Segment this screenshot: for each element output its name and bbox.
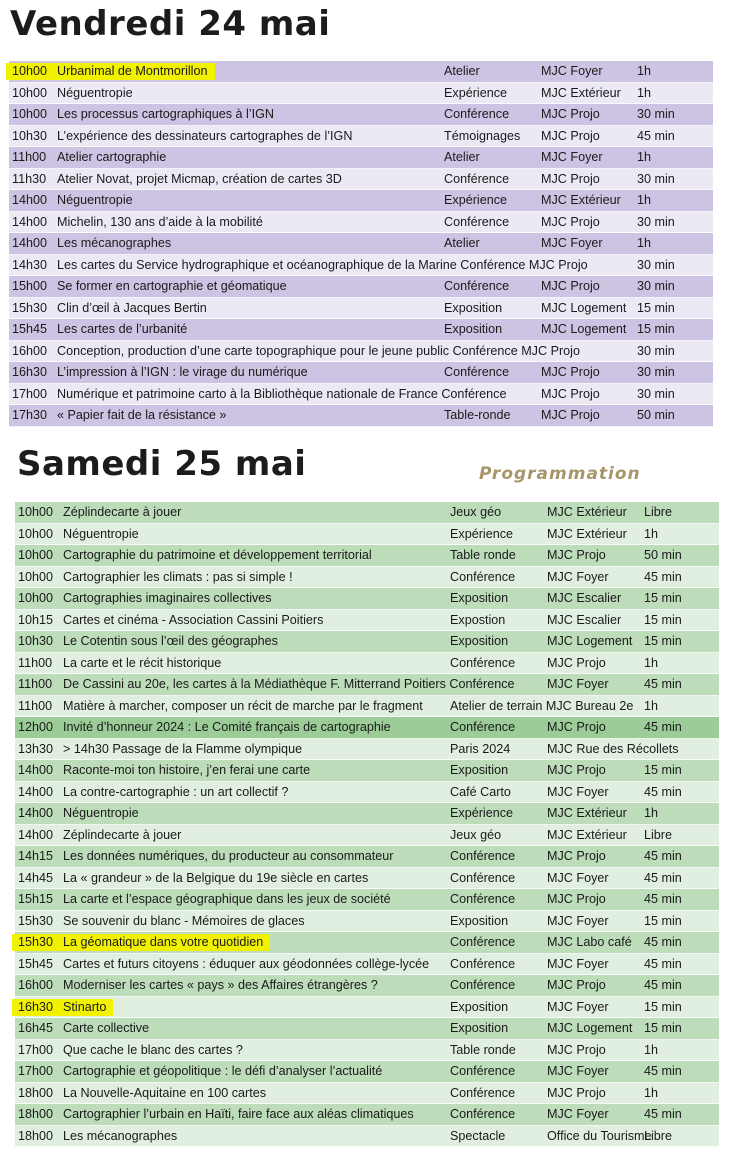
row-time: 14h00 [12,193,48,207]
row-location: MJC Projo [547,1085,606,1100]
row-title: Cartographier les climats : pas si simple ! [63,569,293,584]
schedule-row [9,255,713,277]
row-time: 10h00 [12,107,48,121]
row-time: 15h30 [18,935,54,949]
schedule-row [9,276,713,298]
row-location: MJC Logement [541,300,627,315]
row-duration: Libre [644,505,673,519]
row-time: 16h30 [12,365,48,379]
row-type: Conférence [450,655,516,670]
row-time: 18h00 [18,1128,54,1143]
row-title: Cartographie du patrimoine et développement territorial [63,548,372,562]
schedule-row [15,1126,719,1148]
row-type: Conférence [450,978,516,992]
row-time: 13h30 [18,741,54,756]
row-duration: 45 min [644,1064,682,1078]
schedule-row [9,212,713,234]
row-duration: 1h [644,1085,659,1100]
programmation-label: Programmation [479,464,641,484]
row-type: Exposition [450,634,509,648]
row-duration: 45 min [644,935,682,949]
row-time: 16h00 [12,343,48,358]
row-time: 14h00 [18,763,54,777]
row-title: Néguentropie [57,85,133,100]
row-title: Atelier cartographie [57,150,167,164]
row-time: 16h45 [18,1021,54,1035]
row-title: Se former en cartographie et géomatique [57,279,287,293]
row-type: Exposition [450,1021,509,1035]
row-location: MJC Foyer [547,870,609,885]
row-title: La carte et le récit historique [63,655,222,670]
row-duration: 15 min [644,634,682,648]
row-type: Atelier de terrain MJC Bureau 2e [450,698,634,713]
row-location: MJC Escalier [547,591,622,605]
row-location: MJC Extérieur [547,505,627,519]
schedule-row [9,169,713,191]
schedule-row [9,341,713,363]
row-type: Conférence [450,849,516,863]
row-time: 18h00 [18,1085,54,1100]
row-duration: 1h [644,698,659,713]
row-duration: 30 min [637,107,675,121]
row-location: MJC Foyer [541,150,603,164]
row-title: La contre-cartographie : un art collectif ? [63,784,289,799]
row-duration: 15 min [644,913,682,928]
row-title: La carte et l’espace géographique dans les jeux de société [63,892,391,906]
row-type: Conférence [450,1107,516,1121]
row-time: 14h00 [12,214,48,229]
schedule-row [15,610,719,632]
row-time: 11h30 [12,171,47,186]
row-type: Table ronde [450,1042,516,1057]
row-location: MJC Projo [547,655,606,670]
row-title: Que cache le blanc des cartes ? [63,1042,243,1057]
row-duration: 50 min [637,408,675,422]
row-duration: 45 min [644,569,682,584]
row-title: Invité d’honneur 2024 : Le Comité français de cartographie [63,720,391,734]
row-duration: 30 min [637,257,675,272]
schedule-row [15,825,719,847]
row-title: Cartographies imaginaires collectives [63,591,272,605]
row-title: Zéplindecarte à jouer [63,827,182,842]
row-location: Office du Tourisme [547,1128,652,1143]
row-location: MJC Foyer [547,999,609,1014]
row-type: Conférence [450,1064,516,1078]
row-duration: 45 min [644,892,682,906]
row-title: Néguentropie [57,193,133,207]
schedule-row [15,997,719,1019]
row-duration: 30 min [637,365,675,379]
row-duration: 45 min [644,784,682,799]
row-time: 10h00 [18,569,54,584]
schedule-row [15,567,719,589]
row-location: MJC Projo [541,365,600,379]
row-duration: 45 min [644,720,682,734]
row-duration: 15 min [644,591,682,605]
row-duration: 15 min [637,300,675,315]
row-duration: 30 min [637,386,675,401]
row-duration: 45 min [637,128,675,143]
row-time: 14h00 [18,784,54,799]
row-time: 17h00 [12,386,48,401]
schedule-row [15,846,719,868]
row-location: MJC Foyer [547,1064,609,1078]
row-duration: 15 min [644,763,682,777]
row-location: MJC Foyer [547,1107,609,1121]
schedule-row [15,803,719,825]
row-time: 15h45 [12,322,48,336]
row-time: 17h30 [12,408,48,422]
row-time: 11h00 [18,655,53,670]
row-duration: Libre [644,827,673,842]
schedule-row [15,524,719,546]
row-location: MJC Projo [541,279,600,293]
schedule-row [15,696,719,718]
row-title: Raconte-moi ton histoire, j’en ferai une carte [63,763,311,777]
row-location: MJC Logement [541,322,627,336]
row-title: Zéplindecarte à jouer [63,505,182,519]
row-type: Conférence [444,279,510,293]
row-title: « Papier fait de la résistance » [57,408,227,422]
row-duration: 15 min [644,999,682,1014]
row-duration: 45 min [644,978,682,992]
row-type: Expérience [450,526,514,541]
row-duration: 1h [637,193,652,207]
row-location: MJC Projo [541,128,600,143]
row-type: Expostion [450,612,506,627]
row-type: Conférence [444,365,510,379]
row-type: Expérience [450,806,514,820]
row-duration: 50 min [644,548,682,562]
schedule-row [15,1083,719,1105]
schedule-row [15,1018,719,1040]
schedule-row [15,932,719,954]
schedule-row [15,782,719,804]
row-type: Table-ronde [444,408,511,422]
schedule-row [9,298,713,320]
row-time: 10h00 [18,591,54,605]
row-title: Matière à marcher, composer un récit de marche par le fragment [63,698,423,713]
schedule-row [9,147,713,169]
row-location: MJC Projo [547,720,606,734]
schedule-row [15,674,719,696]
row-time: 10h15 [18,612,54,627]
schedule-saturday [15,502,719,1147]
schedule-row [9,233,713,255]
row-title: La « grandeur » de la Belgique du 19e siècle en cartes [63,870,369,885]
row-location: MJC Projo [541,107,600,121]
schedule-row [15,911,719,933]
row-title: Cartes et futurs citoyens : éduquer aux géodonnées collège-lycée [63,956,430,971]
row-type: Exposition [444,300,503,315]
row-duration: 1h [644,806,659,820]
row-type: Jeux géo [450,827,502,842]
schedule-friday [9,61,713,427]
row-time: 11h00 [12,150,47,164]
row-time: 18h00 [18,1107,54,1121]
row-duration: 30 min [637,279,675,293]
row-type: Atelier [444,236,480,250]
row-location: MJC Rue des Récollets [547,741,679,756]
row-title: Cartographie et géopolitique : le défi d’analyser l’actualité [63,1064,383,1078]
schedule-row [15,760,719,782]
row-location: MJC Projo [541,408,600,422]
row-title: L’expérience des dessinateurs cartographes de l’IGN [57,128,353,143]
row-title: Stinarto [63,999,107,1014]
row-type: Conférence [444,171,510,186]
row-type: Conférence [444,214,510,229]
row-duration: 30 min [637,171,675,186]
row-location: MJC Extérieur [547,526,627,541]
schedule-row [15,1104,719,1126]
row-type: Exposition [450,913,509,928]
row-time: 10h30 [18,634,54,648]
row-type: Conférence [450,892,516,906]
row-type: Paris 2024 [450,741,511,756]
row-duration: 1h [637,64,652,78]
row-type: Conférence [450,956,516,971]
row-type: Témoignages [444,128,521,143]
row-title: Cartes et cinéma - Association Cassini Poitiers [63,612,324,627]
row-time: 12h00 [18,720,54,734]
row-location: MJC Projo [541,171,600,186]
row-location: MJC Logement [547,1021,633,1035]
row-title: Les cartes du Service hydrographique et océanographique de la Marine Conférence MJC Projo [57,257,588,272]
row-type: Atelier [444,64,480,78]
row-type: Spectacle [450,1128,506,1143]
row-duration: 45 min [644,1107,682,1121]
row-title: Les cartes de l’urbanité [57,322,188,336]
row-time: 15h30 [18,913,54,928]
row-type: Exposition [450,999,509,1014]
row-type: Conférence [450,720,516,734]
row-duration: 1h [644,526,659,541]
schedule-row [15,1040,719,1062]
row-title: Les mécanographes [57,236,172,250]
schedule-row [9,83,713,105]
row-location: MJC Extérieur [547,827,627,842]
schedule-row [15,502,719,524]
row-type: Exposition [450,591,509,605]
row-duration: 1h [637,85,652,100]
row-duration: 45 min [644,870,682,885]
row-title: Carte collective [63,1021,150,1035]
row-location: MJC Foyer [547,784,609,799]
row-duration: 30 min [637,343,675,358]
row-location: MJC Projo [547,892,606,906]
schedule-row [9,405,713,427]
row-title: Numérique et patrimoine carto à la Bibliothèque nationale de France Conférence [57,386,507,401]
row-type: Expérience [444,193,508,207]
row-type: Table ronde [450,548,516,562]
row-duration: 45 min [644,956,682,971]
row-type: Conférence [450,1085,516,1100]
row-location: MJC Foyer [547,913,609,928]
row-time: 11h00 [18,698,53,713]
row-type: Conférence [450,569,516,584]
row-duration: 15 min [644,612,682,627]
schedule-row [15,631,719,653]
row-title: Atelier Novat, projet Micmap, création de cartes 3D [57,171,342,186]
row-location: MJC Labo café [547,935,632,949]
row-title: Les données numériques, du producteur au consommateur [63,849,394,863]
schedule-row [9,319,713,341]
row-duration: 45 min [644,849,682,863]
row-location: MJC Escalier [547,612,622,627]
row-duration: 15 min [644,1021,682,1035]
row-location: MJC Projo [547,849,606,863]
row-time: 16h00 [18,978,54,992]
row-time: 17h00 [18,1042,54,1057]
row-title: Urbanimal de Montmorillon [57,64,208,78]
schedule-row [15,588,719,610]
row-title: Les mécanographes [63,1128,178,1143]
schedule-row [9,190,713,212]
row-location: MJC Extérieur [541,85,621,100]
row-location: MJC Projo [547,548,606,562]
row-title: Michelin, 130 ans d’aide à la mobilité [57,214,263,229]
row-title: De Cassini au 20e, les cartes à la Médiathèque F. Mitterrand Poitiers Conférence [63,677,515,691]
schedule-row [15,545,719,567]
row-time: 10h00 [12,64,48,78]
row-type: Jeux géo [450,505,502,519]
row-type: Café Carto [450,784,511,799]
row-type: Conférence [444,107,510,121]
schedule-row [15,739,719,761]
row-title: Le Cotentin sous l’œil des géographes [63,634,278,648]
row-duration: 45 min [644,677,682,691]
row-duration: 30 min [637,214,675,229]
row-time: 10h00 [18,505,54,519]
row-location: MJC Foyer [547,677,609,691]
row-duration: 1h [644,1042,659,1057]
row-location: MJC Foyer [541,64,603,78]
row-location: MJC Projo [541,214,600,229]
row-type: Exposition [450,763,509,777]
row-time: 16h30 [18,999,54,1014]
schedule-row [9,61,713,83]
row-title: Conception, production d’une carte topographique pour le jeune public Conférence MJC Projo [57,343,580,358]
row-duration: 1h [644,655,659,670]
row-title: La géomatique dans votre quotidien [63,935,264,949]
row-title: Se souvenir du blanc - Mémoires de glaces [63,913,305,928]
row-location: MJC Foyer [547,569,609,584]
schedule-row [15,954,719,976]
row-time: 15h30 [12,300,48,315]
row-time: 10h30 [12,128,48,143]
row-location: MJC Projo [541,386,600,401]
row-time: 10h00 [18,526,54,541]
row-title: L’impression à l’IGN : le virage du numérique [57,365,308,379]
row-location: MJC Logement [547,634,633,648]
row-time: 15h00 [12,279,48,293]
schedule-row [9,384,713,406]
row-time: 14h00 [18,806,54,820]
day-title-friday: Vendredi 24 mai [10,4,331,44]
row-title: La Nouvelle-Aquitaine en 100 cartes [63,1085,267,1100]
row-location: MJC Projo [547,763,606,777]
row-type: Exposition [444,322,503,336]
schedule-row [15,889,719,911]
row-time: 14h00 [18,827,54,842]
row-location: MJC Foyer [541,236,603,250]
row-title: Néguentropie [63,806,139,820]
row-time: 15h45 [18,956,54,971]
row-duration: 15 min [637,322,675,336]
row-title: Clin d’œil à Jacques Bertin [57,300,207,315]
schedule-row [15,975,719,997]
row-time: 10h00 [12,85,48,100]
schedule-row [15,868,719,890]
schedule-row [9,362,713,384]
row-time: 14h45 [18,870,54,885]
row-time: 14h15 [18,849,54,863]
row-type: Atelier [444,150,480,164]
row-location: MJC Foyer [547,956,609,971]
day-title-saturday: Samedi 25 mai [17,444,307,484]
row-type: Conférence [450,935,516,949]
row-title: > 14h30 Passage de la Flamme olympique [63,741,303,756]
schedule-row [15,653,719,675]
row-time: 17h00 [18,1064,54,1078]
row-time: 14h30 [12,257,48,272]
row-title: Cartographier l’urbain en Haïti, faire face aux aléas climatiques [63,1107,414,1121]
row-location: MJC Projo [547,1042,606,1057]
row-duration: Libre [644,1128,673,1143]
row-type: Conférence [450,870,516,885]
schedule-row [15,1061,719,1083]
row-time: 14h00 [12,236,48,250]
row-title: Les processus cartographiques à l’IGN [57,107,275,121]
row-location: MJC Extérieur [547,806,627,820]
row-location: MJC Projo [547,978,606,992]
row-duration: 1h [637,150,652,164]
row-title: Moderniser les cartes « pays » des Affaires étrangères ? [63,978,378,992]
row-time: 10h00 [18,548,54,562]
schedule-row [9,104,713,126]
schedule-row [15,717,719,739]
schedule-row [9,126,713,148]
row-location: MJC Extérieur [541,193,621,207]
row-time: 15h15 [18,892,54,906]
row-time: 11h00 [18,677,53,691]
row-title: Néguentropie [63,526,139,541]
row-duration: 1h [637,236,652,250]
row-type: Expérience [444,85,508,100]
